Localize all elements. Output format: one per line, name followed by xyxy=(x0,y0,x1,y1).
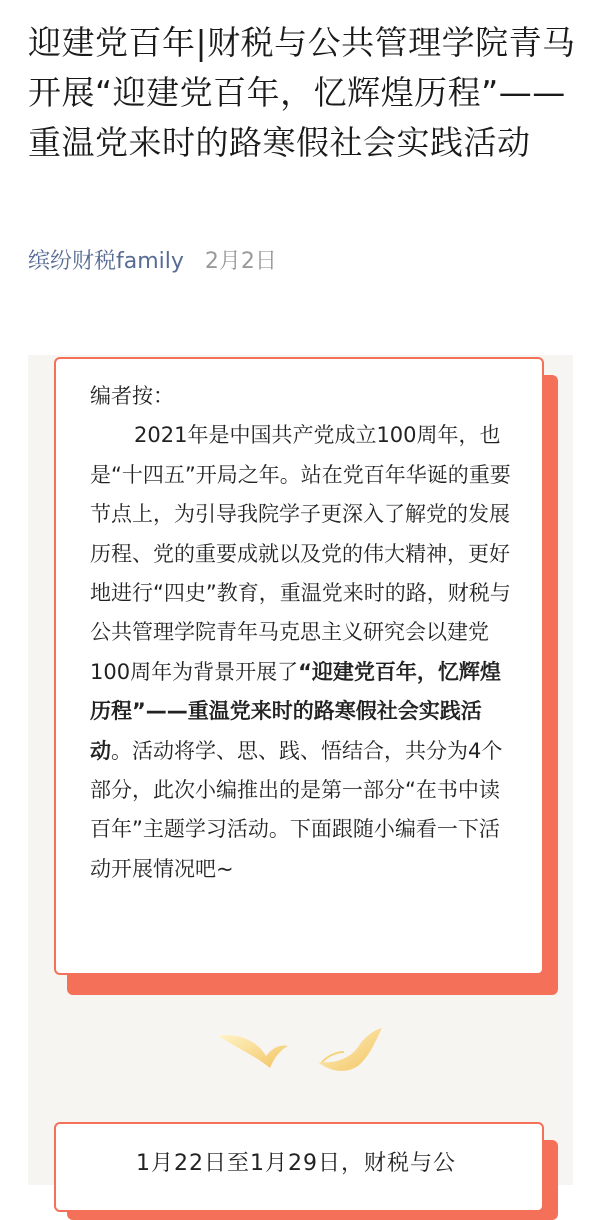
editor-note-text xyxy=(90,377,520,889)
article-title: 迎建党百年|财税与公共管理学院青马开展“迎建党百年，忆辉煌历程”——重温党来时的路寒假社会实践活动 xyxy=(28,23,576,162)
section2-card xyxy=(54,1122,544,1212)
editor-note-heading: 编者按： xyxy=(90,384,174,408)
activity-name-bold: “迎建党百年，忆辉煌历程”——重温党来时的路寒假社会实践活动 xyxy=(90,659,501,763)
birds-decoration-icon xyxy=(210,1022,390,1082)
article-meta xyxy=(28,244,277,280)
editor-note-paragraph xyxy=(90,416,520,889)
editor-note-text-part2: 。活动将学、思、践、悟结合，共分为4个部分，此次小编推出的是第一部分“在书中读百年”主题学习活动。下面跟随小编看一下活动开展情况吧~ xyxy=(90,738,503,881)
account-name-link[interactable]: 缤纷财税family xyxy=(28,249,184,274)
editor-note-text-part1: 2021年是中国共产党成立100周年，也是“十四五”开局之年。站在党百年华诞的重要节点上，为引导我院学子更深入了解党的发展历程、党的重要成就以及党的伟大精神，更好地进行“四史”教育，重温党来时的路，财税与公共管理学院青年马克思主义研究会以建党100周年为背景开展了 xyxy=(90,423,511,684)
publish-date: 2月2日 xyxy=(204,249,277,274)
editor-note-card xyxy=(54,357,544,975)
section2-first-line: 1月22日至1月29日，财税与公 xyxy=(136,1151,456,1176)
